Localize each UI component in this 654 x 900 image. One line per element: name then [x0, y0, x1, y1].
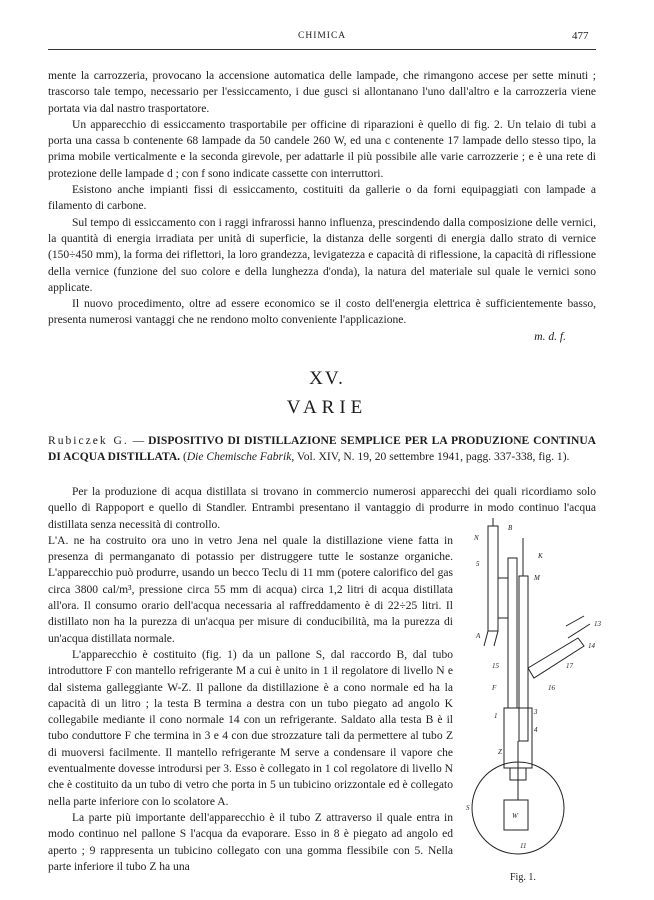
paragraph: Sul tempo di essiccamento con i raggi infrarossi hanno influenza, prescindendo dalla composizione delle vernici, la quantità di energia irradiata per unità di superficie, la distanza delle sorgenti di energia dallo strato di vernice (150÷450 mm), la forma dei riflettori, la loro grandezza, levigatezza e capacità di riflessione, la capacità di riflessione della vernice (funzione del suo colore e della lunghezza d'onda), la natura del materiale sul quale le vernici sono applicate.	[48, 216, 596, 294]
figure-caption: Fig. 1.	[510, 872, 536, 883]
abstract-dash: —	[128, 435, 149, 447]
page-header	[0, 31, 654, 45]
paragraph: Esistono anche impianti fissi di essiccamento, costituiti da gallerie o da forni equipaggiati con lampade a filamento di carbone.	[48, 184, 596, 213]
section-number: XV.	[309, 368, 345, 389]
paragraph: La parte più importante dell'apparecchio è il tubo Z attraverso il quale entra in modo continuo nel pallone S l'acqua da evaporare. Esso in 8 è piegato ad angolo ed aperto ; 9 rappresenta un tubicino collegato con una gomma flessibile con 5. Nella parte inferiore il tubo Z ha una	[48, 811, 453, 873]
figure-label: 16	[548, 684, 555, 692]
figure-label: A	[476, 632, 481, 640]
paragraph: Un apparecchio di essiccamento trasportabile per officine di riparazioni è quello di fig. 2. Un telaio di tubi a porta una cassa b contenente 68 lampade da 50 candele 260 W, ed una c contenente 17 lampade dello stesso tipo, la prima mobile verticalmente e la seconda girevole, per adattarle il più possibile alle varie carrozzerie ; e è una rete di protezione delle lampade d ; con f sono indicate cassette con interruttori.	[48, 118, 596, 180]
figure-label: N	[474, 534, 479, 542]
paragraph: L'A. ne ha costruito ora uno in vetro Jena nel quale la distillazione viene fatta in presenza di permanganato di potassio per distruggere tutte le sostanze organiche. L'apparecchio può produrre, usando un becco Teclu di 11 mm (potere calorifico del gas circa 3800 cal/m³, pressione circa 55 mm di acqua) circa 1,2 litri di acqua distillata all'ora. Il consumo orario dell'acqua necessaria al raffreddamento è di 22÷25 litri. Il distillato non ha la purezza di un'acqua per misure di conducibilità, ma la purezza di un'acqua distillata normale.	[48, 534, 453, 645]
page-number: 477	[572, 30, 589, 42]
figure-label: 4	[534, 726, 538, 734]
figure-label: Z	[498, 748, 502, 756]
figure-label: 17	[566, 662, 573, 670]
figure-label: 5	[476, 560, 480, 568]
section-title: VARIE	[286, 397, 368, 418]
paragraph: Per la produzione di acqua distillata si trovano in commercio numerosi apparecchi dei quali ricordiamo solo quello di Rappoport e quello di Standler. Entrambi presentano il vantaggio di produrre in modo continuo l'acqua distillata senza necessità di controllo.	[48, 486, 596, 531]
figure-label: F	[492, 684, 497, 692]
abstract-title: DISPOSITIVO DI DISTILLAZIONE SEMPLICE PER LA PRODUZIONE CONTINUA DI ACQUA DISTILLATA.	[48, 435, 597, 464]
figure-label: W	[512, 812, 518, 820]
figure-label: M	[534, 574, 540, 582]
cooling-mantle	[508, 558, 517, 708]
figure-label: 14	[588, 642, 595, 650]
figure-label: 11	[520, 842, 527, 850]
figure-label: 15	[492, 662, 499, 670]
continued-article	[48, 68, 596, 345]
figure-label: S	[466, 804, 470, 812]
paragraph: mente la carrozzeria, provocano la accensione automatica delle lampade, che rimangono accese per sette minuti ; trascorso tale tempo, necessario per l'essiccamento, i due gusci si allontanano l'uno dall'altro e la carrozzeria viene portata via dal nastro trasportatore.	[48, 70, 596, 115]
abstract-author: Rubiczek G.	[48, 435, 129, 447]
level-regulator-tube	[488, 526, 498, 631]
abstract-heading: Rubiczek G. — DISPOSITIVO DI DISTILLAZIONE SEMPLICE PER LA PRODUZIONE CONTINUA DI ACQUA DISTILLATA. (Die Chemische Fabrik, Vol. XIV, N. 19, 20 settembre 1941, pagg. 337-338, fig. 1).	[48, 435, 597, 464]
author-initials: m. d. f.	[534, 330, 566, 343]
figure-label: K	[538, 552, 543, 560]
text-beside-figure	[48, 533, 453, 875]
figure-label: 1	[494, 712, 498, 720]
abstract-citation: , Vol. XIV, N. 19, 20 settembre 1941, pagg. 337-338, fig. 1).	[291, 451, 570, 464]
running-title: CHIMICA	[298, 31, 347, 41]
paragraph: Il nuovo procedimento, oltre ad essere economico se il costo dell'energia elettrica è sufficientemente basso, presenta numerosi vantaggi che ne rendono molto conveniente l'applicazione.	[48, 298, 596, 327]
figure-label: 13	[594, 620, 601, 628]
header-rule	[48, 49, 596, 50]
abstract-journal: Die Chemische Fabrik	[186, 451, 292, 464]
figure-label: B	[508, 524, 513, 532]
figure-label: 3	[534, 708, 538, 716]
paragraph: L'apparecchio è costituito (fig. 1) da un pallone S, dal raccordo B, dal tubo introduttore F con mantello refrigerante M a cui è unito in 1 il regolatore di livello N e dal sistema galleggiante W-Z. Il pallone da distillazione è a cono normale ed ha la capacità di un litro ; la testa B termina a destra con un tubo piegato ad angolo K collegabile mediante il cono normale 14 con un refrigerante. Saldato alla testa B è il tubo conduttore F che termina in 3 e 4 con due strozzature tali da permettere al tubo Z di muoversi facilmente. Il mantello refrigerante M serve a condensare il vapore che eventualmente dovesse introdursi per 3. Esso è collegato in 1 col regolatore di livello N che è costituito da un tubo di vetro che porta in 5 un tubicino orizzontale ed è collegato nella parte inferiore con lo scolatore A.	[48, 648, 453, 808]
distillation-apparatus-figure	[448, 518, 608, 878]
side-arm	[528, 638, 584, 678]
feed-tube	[519, 576, 528, 741]
